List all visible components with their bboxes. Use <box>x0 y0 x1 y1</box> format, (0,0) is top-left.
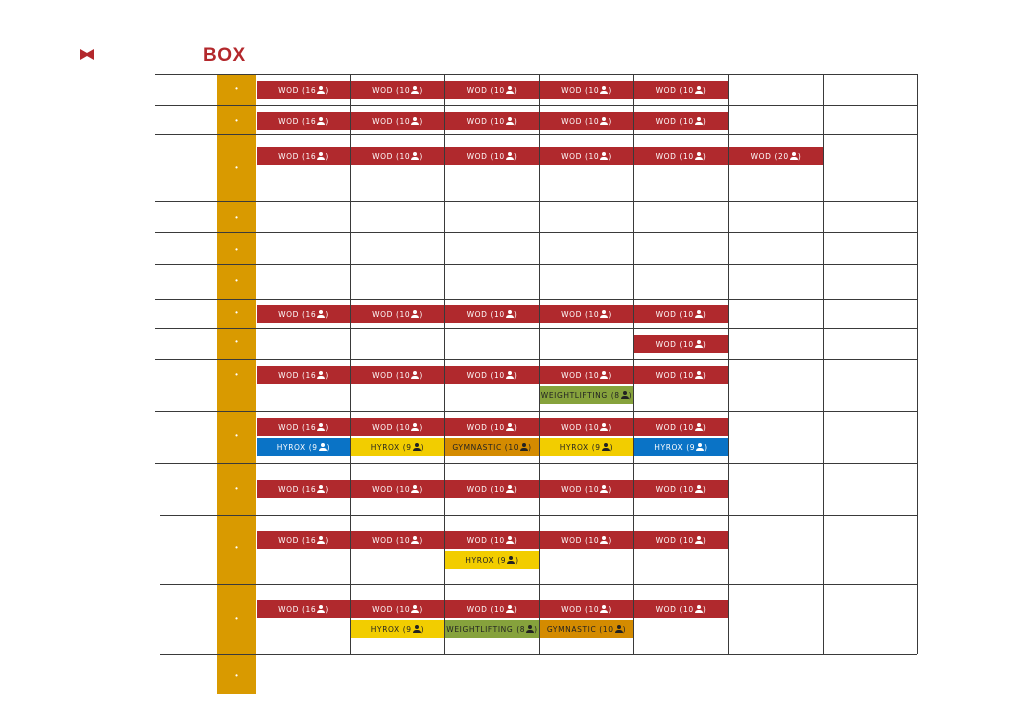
person-icon <box>317 536 325 544</box>
class-block-hyrox-blue[interactable] <box>257 438 350 456</box>
class-label: WOD (10 <box>466 116 505 126</box>
class-label: WOD (10 <box>655 309 694 319</box>
class-label-suffix: ) <box>628 390 633 400</box>
class-label: WOD (10 <box>372 151 411 161</box>
person-icon <box>411 605 419 613</box>
time-slot-marker: • <box>235 671 238 680</box>
class-block-wod[interactable] <box>540 81 633 99</box>
class-label-suffix: ) <box>608 151 612 161</box>
class-block-wod[interactable] <box>634 531 728 549</box>
time-slot-marker: • <box>235 213 238 222</box>
person-icon <box>411 117 419 125</box>
class-block-wod[interactable] <box>351 305 444 323</box>
class-label-suffix: ) <box>325 309 329 319</box>
class-label-suffix: ) <box>513 484 518 494</box>
class-block-wod[interactable] <box>634 600 728 618</box>
class-label-suffix: ) <box>608 604 612 614</box>
class-block-wod[interactable] <box>540 600 633 618</box>
class-label-suffix: ) <box>608 116 612 126</box>
class-label: WOD (10 <box>466 604 505 614</box>
class-label: WOD (10 <box>372 116 411 126</box>
class-label-suffix: ) <box>419 309 423 319</box>
person-icon <box>317 423 325 431</box>
class-block-hyrox-yellow[interactable] <box>351 620 444 638</box>
class-block-wod[interactable] <box>445 81 539 99</box>
class-label: WOD (10 <box>655 484 694 494</box>
class-label: WOD (10 <box>561 535 600 545</box>
class-label: WOD (10 <box>561 604 600 614</box>
class-label: WOD (10 <box>655 370 694 380</box>
class-label: WOD (10 <box>561 116 600 126</box>
person-icon <box>319 443 327 451</box>
class-block-wod[interactable] <box>540 112 633 130</box>
person-icon <box>506 605 514 613</box>
row-divider <box>155 232 917 233</box>
person-icon <box>506 485 514 493</box>
class-label: WOD (10 <box>466 422 505 432</box>
class-label: WOD (10 <box>466 309 505 319</box>
class-label: GYMNASTIC (10 <box>452 442 520 452</box>
bowtie-logo-icon <box>80 47 94 58</box>
brand-title: BOX <box>203 45 246 66</box>
class-label-suffix: ) <box>419 484 423 494</box>
person-icon <box>506 117 514 125</box>
class-label-suffix: ) <box>419 535 423 545</box>
person-icon <box>600 371 608 379</box>
person-icon <box>695 423 703 431</box>
person-icon <box>506 371 514 379</box>
class-block-wod[interactable] <box>257 480 350 498</box>
class-label: WOD (16 <box>278 484 317 494</box>
class-label: WOD (10 <box>372 422 411 432</box>
class-label-suffix: ) <box>325 370 329 380</box>
person-icon <box>695 310 703 318</box>
class-label: WOD (16 <box>278 604 317 614</box>
person-icon <box>411 423 419 431</box>
person-icon <box>600 86 608 94</box>
row-divider <box>155 411 917 412</box>
time-column <box>217 74 256 694</box>
class-label-suffix: ) <box>702 339 707 349</box>
time-slot-marker: • <box>235 543 238 552</box>
class-label: WOD (10 <box>561 370 600 380</box>
class-block-wod[interactable] <box>634 81 728 99</box>
class-label-suffix: ) <box>702 604 707 614</box>
class-block-wod[interactable] <box>351 531 444 549</box>
class-label-suffix: ) <box>702 370 707 380</box>
class-label-suffix: ) <box>515 555 519 565</box>
class-label: WOD (10 <box>372 535 411 545</box>
row-divider <box>155 201 917 202</box>
person-icon <box>600 152 608 160</box>
class-label-suffix: ) <box>513 535 518 545</box>
time-slot-marker: • <box>235 308 238 317</box>
person-icon <box>695 152 703 160</box>
class-label-suffix: ) <box>513 370 518 380</box>
row-divider <box>155 105 917 106</box>
class-block-wod[interactable] <box>351 81 444 99</box>
class-label: HYROX (9 <box>465 555 507 565</box>
class-label-suffix: ) <box>513 116 518 126</box>
class-label-suffix: ) <box>325 85 329 95</box>
class-label: WOD (10 <box>655 422 694 432</box>
row-divider <box>155 74 917 75</box>
person-icon <box>600 605 608 613</box>
class-label-suffix: ) <box>325 151 329 161</box>
class-block-hyrox-yellow[interactable] <box>351 438 444 456</box>
person-icon <box>695 536 703 544</box>
class-label: HYROX (9 <box>276 442 318 452</box>
person-icon <box>411 152 419 160</box>
class-label-suffix: ) <box>704 442 708 452</box>
person-icon <box>695 86 703 94</box>
class-block-wod[interactable] <box>634 305 728 323</box>
person-icon <box>317 310 325 318</box>
class-label-suffix: ) <box>528 442 532 452</box>
person-icon <box>317 605 325 613</box>
person-icon <box>695 605 703 613</box>
class-block-gymnastic[interactable] <box>445 438 539 456</box>
class-block-wod[interactable] <box>257 600 350 618</box>
person-icon <box>413 625 421 633</box>
class-label-suffix: ) <box>513 309 518 319</box>
class-label-suffix: ) <box>513 85 518 95</box>
class-label: WOD (10 <box>372 370 411 380</box>
time-slot-marker: • <box>235 84 238 93</box>
class-block-wod[interactable] <box>351 600 444 618</box>
class-block-wod[interactable] <box>540 147 633 165</box>
class-block-wod[interactable] <box>634 366 728 384</box>
row-divider <box>155 134 917 135</box>
class-label-suffix: ) <box>608 370 612 380</box>
class-label: WOD (10 <box>466 484 505 494</box>
class-label-suffix: ) <box>325 604 329 614</box>
class-label-suffix: ) <box>608 309 612 319</box>
person-icon <box>600 310 608 318</box>
class-block-wod[interactable] <box>351 112 444 130</box>
column-divider <box>823 74 824 654</box>
class-block-weightlifting[interactable] <box>445 620 539 638</box>
person-icon <box>411 536 419 544</box>
row-divider <box>160 654 917 655</box>
time-slot-marker: • <box>235 484 238 493</box>
person-icon <box>695 340 703 348</box>
class-label-suffix: ) <box>622 624 627 634</box>
class-label-suffix: ) <box>325 484 329 494</box>
class-label: WOD (10 <box>372 309 411 319</box>
class-label: WOD (10 <box>466 535 505 545</box>
class-label: WOD (10 <box>655 85 694 95</box>
class-block-wod[interactable] <box>257 147 350 165</box>
class-label: WOD (10 <box>466 370 505 380</box>
class-label: HYROX (9 <box>654 442 696 452</box>
class-block-wod[interactable] <box>445 600 539 618</box>
class-label-suffix: ) <box>702 116 707 126</box>
row-divider <box>155 463 917 464</box>
person-icon <box>411 86 419 94</box>
class-block-hyrox-blue[interactable] <box>634 438 728 456</box>
class-label-suffix: ) <box>420 624 425 634</box>
class-label: WOD (10 <box>372 484 411 494</box>
class-block-wod[interactable] <box>540 305 633 323</box>
time-slot-marker: • <box>235 370 238 379</box>
class-block-hyrox-yellow[interactable] <box>445 551 539 569</box>
class-label-suffix: ) <box>702 422 707 432</box>
person-icon <box>695 371 703 379</box>
class-label: WOD (10 <box>372 604 411 614</box>
class-block-wod[interactable] <box>257 112 350 130</box>
class-block-weightlifting[interactable] <box>540 386 633 404</box>
person-icon <box>317 86 325 94</box>
person-icon <box>411 310 419 318</box>
person-icon <box>602 443 610 451</box>
class-label: WOD (20 <box>750 151 789 161</box>
person-icon <box>411 371 419 379</box>
person-icon <box>413 443 421 451</box>
class-label-suffix: ) <box>420 442 425 452</box>
class-label: WOD (10 <box>655 535 694 545</box>
class-label: WOD (10 <box>561 484 600 494</box>
class-label-suffix: ) <box>419 116 423 126</box>
class-block-wod[interactable] <box>634 480 728 498</box>
class-label: WOD (16 <box>278 151 317 161</box>
class-block-wod[interactable] <box>351 366 444 384</box>
class-label-suffix: ) <box>608 422 612 432</box>
row-divider <box>155 359 917 360</box>
class-label: WOD (10 <box>466 151 505 161</box>
class-block-wod[interactable] <box>729 147 823 165</box>
class-block-wod[interactable] <box>634 335 728 353</box>
person-icon <box>600 485 608 493</box>
person-icon <box>600 536 608 544</box>
class-label-suffix: ) <box>609 442 614 452</box>
class-label-suffix: ) <box>325 116 329 126</box>
class-block-wod[interactable] <box>351 418 444 436</box>
class-block-wod[interactable] <box>445 531 539 549</box>
class-label-suffix: ) <box>419 85 423 95</box>
class-label-suffix: ) <box>419 151 423 161</box>
class-label-suffix: ) <box>419 604 423 614</box>
class-label: HYROX (9 <box>370 624 412 634</box>
class-label: WOD (10 <box>655 151 694 161</box>
class-label: WOD (16 <box>278 370 317 380</box>
person-icon <box>790 152 798 160</box>
person-icon <box>411 485 419 493</box>
class-block-wod[interactable] <box>540 418 633 436</box>
class-block-wod[interactable] <box>634 418 728 436</box>
row-divider <box>155 299 917 300</box>
class-label-suffix: ) <box>325 422 329 432</box>
class-label: WOD (10 <box>466 85 505 95</box>
class-label: WOD (10 <box>561 151 600 161</box>
class-block-wod[interactable] <box>634 112 728 130</box>
class-block-wod[interactable] <box>351 480 444 498</box>
person-icon <box>615 625 623 633</box>
class-label: WOD (16 <box>278 85 317 95</box>
person-icon <box>600 423 608 431</box>
person-icon <box>695 485 703 493</box>
class-label-suffix: ) <box>608 85 612 95</box>
class-label-suffix: ) <box>513 151 518 161</box>
class-label: WOD (10 <box>561 309 600 319</box>
class-label-suffix: ) <box>419 370 423 380</box>
person-icon <box>317 152 325 160</box>
person-icon <box>696 443 704 451</box>
class-block-wod[interactable] <box>540 366 633 384</box>
person-icon <box>317 485 325 493</box>
time-slot-marker: • <box>235 116 238 125</box>
class-label-suffix: ) <box>326 442 331 452</box>
class-block-wod[interactable] <box>257 81 350 99</box>
class-block-wod[interactable] <box>445 305 539 323</box>
class-label: WOD (10 <box>655 116 694 126</box>
column-divider <box>917 74 918 654</box>
class-block-wod[interactable] <box>257 418 350 436</box>
time-slot-marker: • <box>235 614 238 623</box>
class-label: GYMNASTIC (10 <box>546 624 614 634</box>
class-block-hyrox-yellow[interactable] <box>540 438 633 456</box>
person-icon <box>695 117 703 125</box>
class-label-suffix: ) <box>513 422 518 432</box>
class-label-suffix: ) <box>534 624 538 634</box>
person-icon <box>600 117 608 125</box>
class-label-suffix: ) <box>608 535 612 545</box>
class-label: WEIGHTLIFTING (8 <box>540 390 620 400</box>
person-icon <box>506 152 514 160</box>
class-label: HYROX (9 <box>559 442 601 452</box>
class-label-suffix: ) <box>702 309 707 319</box>
class-label: WOD (10 <box>655 604 694 614</box>
class-block-wod[interactable] <box>445 147 539 165</box>
class-label-suffix: ) <box>325 535 329 545</box>
person-icon <box>506 86 514 94</box>
class-block-wod[interactable] <box>540 480 633 498</box>
class-label: WOD (10 <box>372 85 411 95</box>
class-label: WOD (10 <box>561 85 600 95</box>
class-block-wod[interactable] <box>445 418 539 436</box>
class-block-wod[interactable] <box>634 147 728 165</box>
class-label-suffix: ) <box>702 85 707 95</box>
class-label: WOD (10 <box>655 339 694 349</box>
class-label: WOD (10 <box>561 422 600 432</box>
class-label-suffix: ) <box>702 151 707 161</box>
person-icon <box>507 556 515 564</box>
class-block-wod[interactable] <box>445 480 539 498</box>
person-icon <box>520 443 528 451</box>
class-block-wod[interactable] <box>445 366 539 384</box>
time-slot-marker: • <box>235 163 238 172</box>
row-divider <box>155 264 917 265</box>
person-icon <box>317 371 325 379</box>
class-block-wod[interactable] <box>351 147 444 165</box>
person-icon <box>506 536 514 544</box>
class-label-suffix: ) <box>702 484 707 494</box>
time-slot-marker: • <box>235 276 238 285</box>
person-icon <box>317 117 325 125</box>
class-block-wod[interactable] <box>445 112 539 130</box>
person-icon <box>526 625 534 633</box>
class-label-suffix: ) <box>419 422 423 432</box>
class-block-wod[interactable] <box>257 366 350 384</box>
class-block-gymnastic[interactable] <box>540 620 633 638</box>
time-slot-marker: • <box>235 431 238 440</box>
class-label-suffix: ) <box>702 535 707 545</box>
class-label: WOD (16 <box>278 309 317 319</box>
class-label: WOD (16 <box>278 535 317 545</box>
person-icon <box>506 423 514 431</box>
class-label: HYROX (9 <box>370 442 412 452</box>
class-block-wod[interactable] <box>257 305 350 323</box>
class-label: WOD (16 <box>278 422 317 432</box>
class-label-suffix: ) <box>797 151 802 161</box>
class-label: WOD (16 <box>278 116 317 126</box>
class-block-wod[interactable] <box>257 531 350 549</box>
class-label: WEIGHTLIFTING (8 <box>446 624 526 634</box>
time-slot-marker: • <box>235 245 238 254</box>
person-icon <box>621 391 629 399</box>
class-label-suffix: ) <box>513 604 518 614</box>
person-icon <box>506 310 514 318</box>
class-label-suffix: ) <box>608 484 612 494</box>
time-slot-marker: • <box>235 337 238 346</box>
row-divider <box>155 328 917 329</box>
class-block-wod[interactable] <box>540 531 633 549</box>
